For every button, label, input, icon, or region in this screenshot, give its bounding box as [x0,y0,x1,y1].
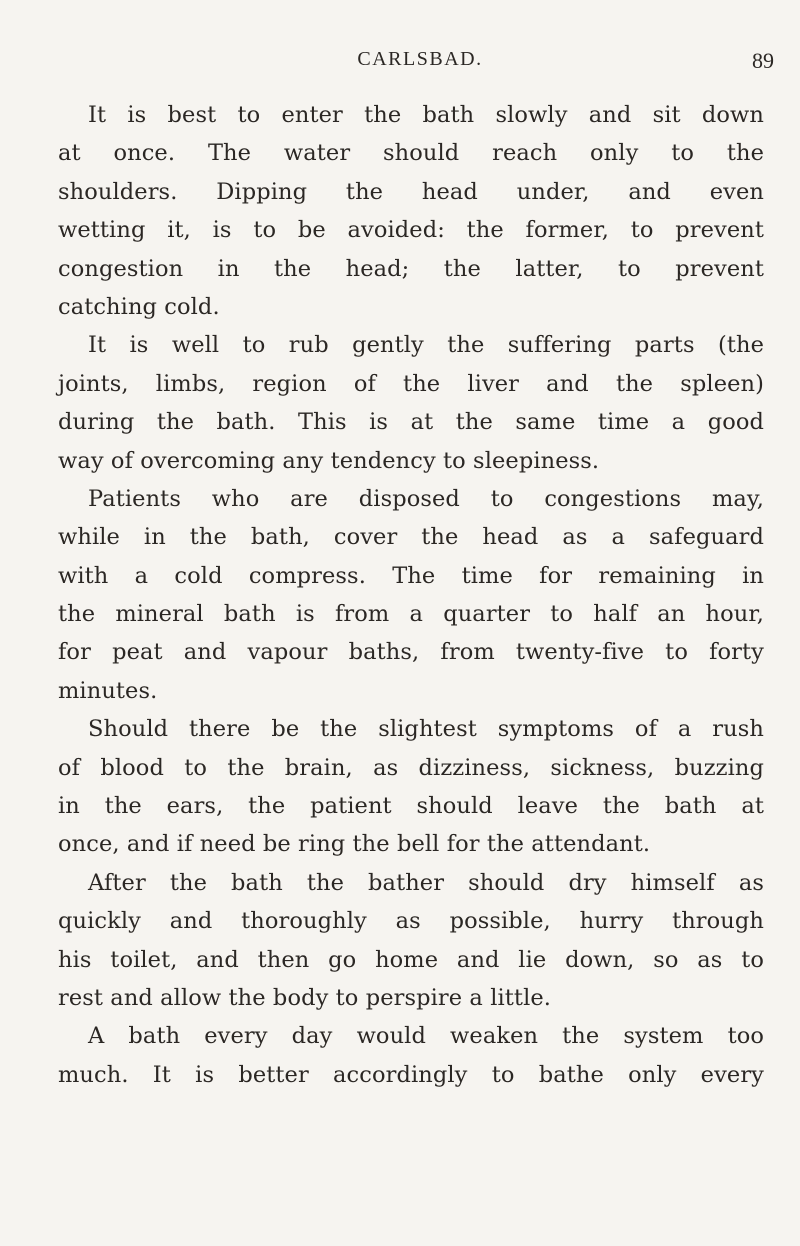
page-header [60,48,780,82]
text-line: much. It is better accordingly to bathe only every [58,1061,764,1088]
body-text [58,96,764,1094]
text-line: Patients who are disposed to congestions may, [88,485,764,512]
text-line: congestion in the head; the latter, to prevent [58,255,764,282]
text-line: in the ears, the patient should leave the bath at [58,793,764,820]
text-line: of blood to the brain, as dizziness, sickness, buzzing [58,754,764,781]
text-line: shoulders. Dipping the head under, and even [58,178,764,205]
running-title: CARLSBAD. [357,48,483,70]
text-line: once, and if need be ring the bell for the attendant. [58,831,651,858]
page-number: 89 [752,48,774,73]
text-line: It is well to rub gently the suffering parts (the [88,332,764,359]
text-line: A bath every day would weaken the system too [88,1023,764,1050]
text-line: for peat and vapour baths, from twenty-five to forty [58,639,764,666]
text-line: the mineral bath is from a quarter to half an hour, [58,601,764,628]
text-line: at once. The water should reach only to the [58,140,764,167]
text-line: while in the bath, cover the head as a safeguard [58,524,764,551]
text-line: quickly and thoroughly as possible, hurry through [58,908,764,935]
text-line: his toilet, and then go home and lie down, so as to [58,946,764,973]
text-line: Should there be the slightest symptoms of a rush [88,716,764,743]
text-line: way of overcoming any tendency to sleepiness. [58,447,600,474]
text-line: during the bath. This is at the same time a good [58,409,764,436]
text-line: catching cold. [58,293,220,320]
text-line: minutes. [58,677,158,704]
text-line: After the bath the bather should dry himself as [88,869,764,896]
text-line: wetting it, is to be avoided: the former, to prevent [58,217,764,244]
text-line: joints, limbs, region of the liver and the spleen) [58,370,764,397]
text-line: rest and allow the body to perspire a little. [58,984,552,1011]
text-line: It is best to enter the bath slowly and sit down [88,102,764,128]
text-line: with a cold compress. The time for remaining in [58,562,764,589]
